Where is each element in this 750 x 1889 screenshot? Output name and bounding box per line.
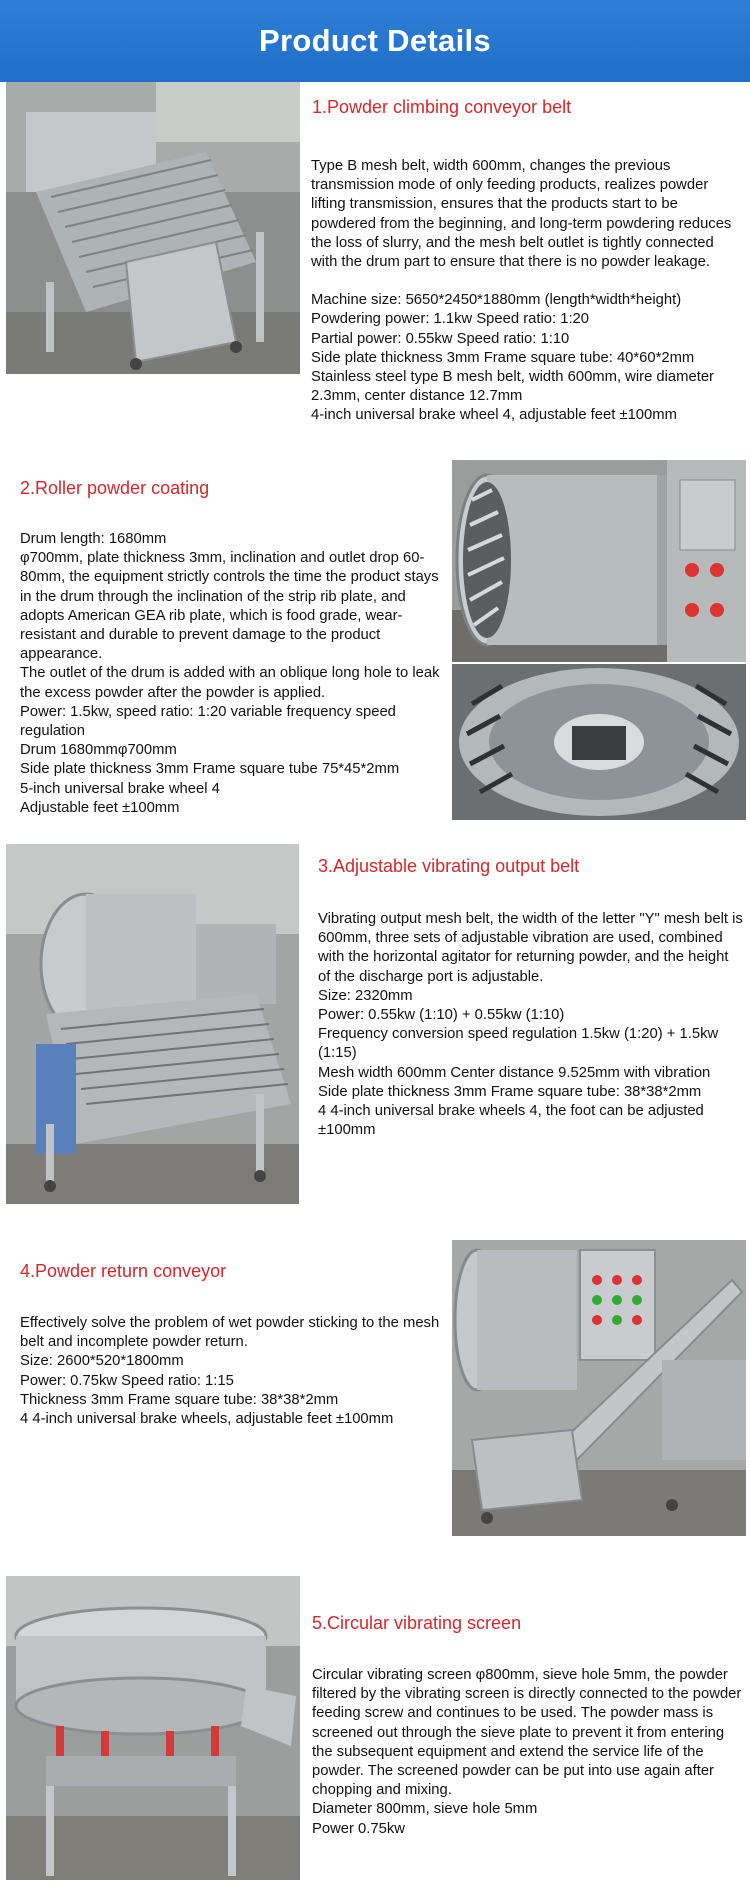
- section-5-line: Power 0.75kw: [312, 1820, 405, 1837]
- section-3-body: [318, 910, 744, 1140]
- section-1-spec: Partial power: 0.55kw Speed ratio: 1:10: [311, 330, 570, 347]
- section-4-title: 4.Powder return conveyor: [20, 1261, 227, 1281]
- section-2-line: 5-inch universal brake wheel 4: [20, 780, 220, 797]
- section-1-spec: Powdering power: 1.1kw Speed ratio: 1:20: [311, 311, 590, 328]
- section-5-body: [312, 1666, 744, 1839]
- section-2-body: [20, 530, 450, 818]
- section-2-line: Side plate thickness 3mm Frame square tube 75*45*2mm: [20, 761, 400, 778]
- section-4-line: Thickness 3mm Frame square tube: 38*38*2mm: [20, 1391, 339, 1408]
- section-4-line: Size: 2600*520*1800mm: [20, 1353, 184, 1370]
- section-2-line: Adjustable feet ±100mm: [20, 799, 180, 816]
- section-1-title: 1.Powder climbing conveyor belt: [312, 97, 572, 117]
- section-4-line: Effectively solve the problem of wet powder sticking to the mesh belt and incomplete powder return.: [20, 1315, 440, 1351]
- section-3-description: Vibrating output mesh belt, the width of the letter "Y" mesh belt is 600mm, three sets of adjustable vibration are used, combined with the horizontal agitator for returning powder, and the height of the discharge port is adjustable.: [318, 911, 743, 985]
- section-1-spec: Side plate thickness 3mm Frame square tube: 40*60*2mm: [311, 349, 695, 366]
- section-3-spec: Size: 2320mm: [318, 987, 413, 1004]
- section-2-line: The outlet of the drum is added with an oblique long hole to leak the excess powder after the powder is applied.: [20, 665, 440, 701]
- section-4-line: Power: 0.75kw Speed ratio: 1:15: [20, 1372, 234, 1389]
- section-5-line: Circular vibrating screen φ800mm, sieve hole 5mm, the powder filtered by the vibrating screen is directly connected to the powder feeding screw and continues to be used. The powder mass is screened out through the sieve plate to prevent it from entering the subsequent equipment and extend the service life of the powder. The screened powder can be put into use again after chopping and mixing.: [312, 1667, 742, 1799]
- section-3-spec: Side plate thickness 3mm Frame square tube: 38*38*2mm: [318, 1083, 702, 1100]
- section-1-spec: 4-inch universal brake wheel 4, adjustable feet ±100mm: [311, 407, 677, 424]
- section-3-spec: Mesh width 600mm Center distance 9.525mm with vibration: [318, 1064, 711, 1081]
- photo-roller-drum-interior: [452, 664, 746, 820]
- section-1-spec: Stainless steel type B mesh belt, width 600mm, wire diameter 2.3mm, center distance 12.7mm: [311, 369, 714, 405]
- photo-roller-drum-exterior: [452, 460, 746, 662]
- section-1-body: [311, 157, 741, 426]
- section-2-title: 2.Roller powder coating: [20, 478, 210, 498]
- section-3-title: 3.Adjustable vibrating output belt: [318, 856, 580, 876]
- section-5-line: Diameter 800mm, sieve hole 5mm: [312, 1801, 538, 1818]
- section-4-line: 4 4-inch universal brake wheels, adjustable feet ±100mm: [20, 1411, 394, 1428]
- photo-vibrating-output-belt: [6, 844, 299, 1204]
- section-2-line: Power: 1.5kw, speed ratio: 1:20 variable frequency speed regulation: [20, 703, 396, 740]
- photo-circular-vibrating-screen: [6, 1576, 300, 1880]
- section-3-spec: Power: 0.55kw (1:10) + 0.55kw (1:10): [318, 1007, 565, 1024]
- photo-powder-return-conveyor: [452, 1240, 746, 1536]
- page-header: [0, 0, 750, 82]
- section-4-body: [20, 1314, 450, 1429]
- section-1-spec: Machine size: 5650*2450*1880mm (length*width*height): [311, 292, 682, 309]
- section-1-description: Type B mesh belt, width 600mm, changes the previous transmission mode of only feeding products, realizes powder lifting transmission, ensures that the products start to be powdered from the beginning, and long-term powdering reduces the loss of slurry, and the mesh belt outlet is tightly connected with the drum part to ensure that there is no powder leakage.: [311, 158, 732, 271]
- section-5-title: 5.Circular vibrating screen: [312, 1613, 522, 1633]
- section-2-line: Drum length: 1680mm: [20, 531, 167, 547]
- section-3-spec: 4 4-inch universal brake wheels 4, the foot can be adjusted ±100mm: [318, 1103, 704, 1139]
- photo-powder-climbing-conveyor: [6, 82, 300, 374]
- section-3-spec: Frequency conversion speed regulation 1.5kw (1:20) + 1.5kw (1:15): [318, 1026, 719, 1062]
- section-2-line: φ700mm, plate thickness 3mm, inclination and outlet drop 60-80mm, the equipment strictly controls the time the product stays in the drum through the inclination of the strip rib plate, and adopts American GEA rib plate, which is food grade, wear-resistant and durable to prevent damage to the product appearance.: [20, 550, 439, 663]
- section-2-line: Drum 1680mmφ700mm: [20, 742, 177, 759]
- page-title: Product Details: [259, 23, 491, 58]
